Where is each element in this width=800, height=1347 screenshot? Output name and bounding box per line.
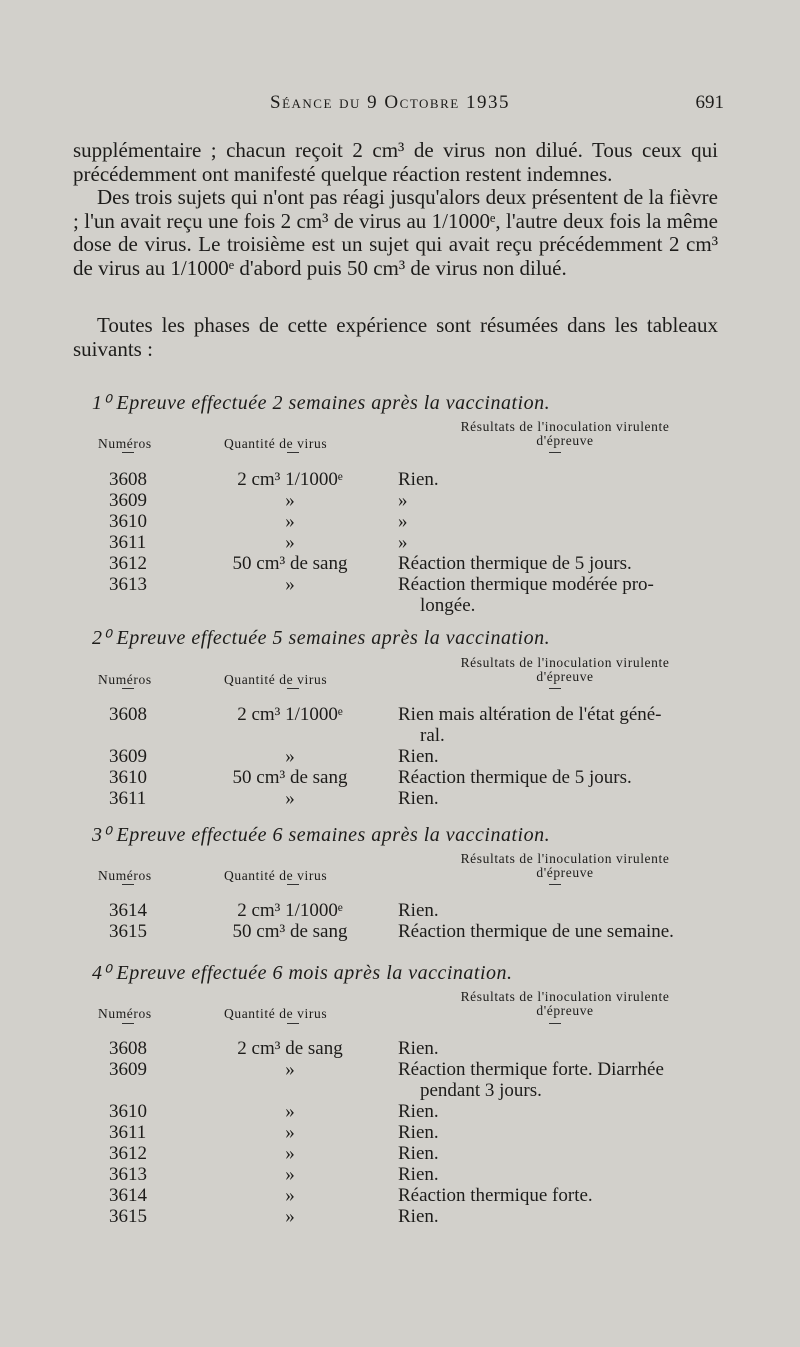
row-resultat-text: » <box>398 490 408 511</box>
row-numero: 3611 <box>109 788 147 809</box>
intro-paragraph-1: supplémentaire ; chacun reçoit 2 cm³ de virus non dilué. Tous ceux qui précédemment ont manifesté quelque réaction restent indemnes. <box>73 138 718 186</box>
row-resultat <box>398 1101 728 1122</box>
row-resultat <box>398 574 728 616</box>
table-title: 2⁰ Epreuve effectuée 5 semaines après la vaccination. <box>92 627 551 649</box>
col-resultats-header <box>405 990 725 1018</box>
row-resultat <box>398 1122 728 1143</box>
row-quantite: 2 cm³ de sang <box>237 1038 343 1059</box>
col-numeros-header: Numéros <box>98 868 152 883</box>
col-numeros-header: Numéros <box>98 1006 152 1021</box>
dash-resultats <box>549 1023 561 1024</box>
dash-quantite <box>287 688 299 689</box>
col-resultats-line2: d'épreuve <box>536 1003 594 1018</box>
row-numero: 3610 <box>109 767 147 788</box>
col-resultats-header <box>405 420 725 448</box>
row-resultat-text: Réaction thermique forte. <box>398 1185 593 1206</box>
col-quantite-header: Quantité de virus <box>224 868 328 883</box>
row-resultat <box>398 1059 728 1101</box>
col-resultats-line2: d'épreuve <box>536 669 594 684</box>
col-quantite-header: Quantité de virus <box>224 672 328 687</box>
row-resultat <box>398 767 728 788</box>
row-quantite: » <box>285 1206 295 1227</box>
dash-resultats <box>549 884 561 885</box>
row-quantite: » <box>285 574 295 595</box>
row-quantite: 2 cm³ 1/1000ᵉ <box>237 900 343 921</box>
row-quantite: » <box>285 490 295 511</box>
row-resultat-text: Réaction thermique de 5 jours. <box>398 553 632 574</box>
row-resultat-text: Rien. <box>398 1122 439 1143</box>
dash-quantite <box>287 1023 299 1024</box>
row-numero: 3611 <box>109 532 147 553</box>
row-numero: 3609 <box>109 746 147 767</box>
row-resultat-text: » <box>398 511 408 532</box>
row-resultat <box>398 490 728 511</box>
row-numero: 3613 <box>109 1164 147 1185</box>
running-header <box>0 92 800 116</box>
dash-numeros <box>122 1023 134 1024</box>
dash-resultats <box>549 452 561 453</box>
row-quantite: » <box>285 788 295 809</box>
col-resultats-line2: d'épreuve <box>536 865 594 880</box>
row-quantite: » <box>285 1185 295 1206</box>
row-resultat <box>398 1164 728 1185</box>
row-resultat <box>398 511 728 532</box>
row-resultat <box>398 553 728 574</box>
col-resultats-line1: Résultats de l'inoculation virulente <box>460 989 670 1004</box>
row-quantite: » <box>285 1101 295 1122</box>
row-numero: 3615 <box>109 1206 147 1227</box>
row-resultat <box>398 921 728 942</box>
row-quantite: » <box>285 1122 295 1143</box>
row-numero: 3610 <box>109 511 147 532</box>
dash-numeros <box>122 688 134 689</box>
row-resultat-text: Rien. <box>398 1143 439 1164</box>
row-quantite: » <box>285 511 295 532</box>
row-resultat <box>398 1185 728 1206</box>
dash-resultats <box>549 688 561 689</box>
row-resultat-text: Réaction thermique forte. Diarrhée <box>398 1059 664 1080</box>
table-title: 3⁰ Epreuve effectuée 6 semaines après la vaccination. <box>92 824 551 846</box>
col-numeros-header: Numéros <box>98 436 152 451</box>
row-numero: 3608 <box>109 704 147 725</box>
row-numero: 3609 <box>109 1059 147 1080</box>
row-quantite: 2 cm³ 1/1000ᵉ <box>237 704 343 725</box>
row-resultat-text: Rien. <box>398 1038 439 1059</box>
row-resultat-continuation: pendant 3 jours. <box>420 1080 542 1101</box>
row-quantite: 50 cm³ de sang <box>232 767 348 788</box>
intro-paragraph-2: Des trois sujets qui n'ont pas réagi jusqu'alors deux présentent de la fièvre ; l'un avait reçu une fois 2 cm³ de virus au 1/1000ᵉ, l'autre deux fois la même dose de virus. Le troisième est un sujet qui avait reçu précédemment 2 cm³ de virus au 1/1000ᵉ d'abord puis 50 cm³ de virus non dilué. <box>73 185 718 280</box>
row-resultat <box>398 532 728 553</box>
row-resultat-text: Rien. <box>398 1164 439 1185</box>
row-resultat-text: Rien. <box>398 900 439 921</box>
row-resultat-continuation: longée. <box>420 595 476 616</box>
dash-numeros <box>122 452 134 453</box>
dash-quantite <box>287 884 299 885</box>
row-resultat-text: Rien. <box>398 1206 439 1227</box>
row-resultat <box>398 1038 728 1059</box>
table-title: 1⁰ Epreuve effectuée 2 semaines après la vaccination. <box>92 392 551 414</box>
row-resultat-text: Rien. <box>398 469 439 490</box>
row-quantite: » <box>285 532 295 553</box>
intro-paragraph-3: Toutes les phases de cette expérience sont résumées dans les tableaux suivants : <box>73 313 718 361</box>
row-numero: 3610 <box>109 1101 147 1122</box>
row-resultat-text: Réaction thermique de 5 jours. <box>398 767 632 788</box>
page-number: 691 <box>695 92 724 113</box>
header-title: Séance du 9 Octobre 1935 <box>270 92 510 113</box>
col-resultats-line1: Résultats de l'inoculation virulente <box>460 419 670 434</box>
row-quantite: 2 cm³ 1/1000ᵉ <box>237 469 343 490</box>
col-resultats-line1: Résultats de l'inoculation virulente <box>460 851 670 866</box>
row-quantite: » <box>285 1164 295 1185</box>
row-quantite: » <box>285 1059 295 1080</box>
row-resultat <box>398 788 728 809</box>
dash-quantite <box>287 452 299 453</box>
row-resultat <box>398 469 728 490</box>
row-numero: 3613 <box>109 574 147 595</box>
col-resultats-header <box>405 656 725 684</box>
col-quantite-header: Quantité de virus <box>224 1006 328 1021</box>
row-resultat-text: » <box>398 532 408 553</box>
row-quantite: 50 cm³ de sang <box>232 553 348 574</box>
row-numero: 3612 <box>109 553 147 574</box>
row-resultat-continuation: ral. <box>420 725 445 746</box>
col-resultats-line2: d'épreuve <box>536 433 594 448</box>
row-numero: 3612 <box>109 1143 147 1164</box>
table-title: 4⁰ Epreuve effectuée 6 mois après la vaccination. <box>92 962 513 984</box>
row-resultat-text: Rien mais altération de l'état géné- <box>398 704 662 725</box>
row-resultat <box>398 900 728 921</box>
row-resultat-text: Rien. <box>398 1101 439 1122</box>
row-numero: 3608 <box>109 1038 147 1059</box>
row-quantite: 50 cm³ de sang <box>232 921 348 942</box>
row-resultat-text: Réaction thermique modérée pro- <box>398 574 654 595</box>
row-numero: 3609 <box>109 490 147 511</box>
row-resultat-text: Rien. <box>398 746 439 767</box>
dash-numeros <box>122 884 134 885</box>
row-resultat-text: Rien. <box>398 788 439 809</box>
col-numeros-header: Numéros <box>98 672 152 687</box>
row-quantite: » <box>285 1143 295 1164</box>
row-quantite: » <box>285 746 295 767</box>
row-numero: 3611 <box>109 1122 147 1143</box>
row-resultat <box>398 1143 728 1164</box>
row-numero: 3615 <box>109 921 147 942</box>
col-quantite-header: Quantité de virus <box>224 436 328 451</box>
row-numero: 3608 <box>109 469 147 490</box>
row-resultat-text: Réaction thermique de une semaine. <box>398 921 674 942</box>
row-numero: 3614 <box>109 1185 147 1206</box>
col-resultats-header <box>405 852 725 880</box>
col-resultats-line1: Résultats de l'inoculation virulente <box>460 655 670 670</box>
row-numero: 3614 <box>109 900 147 921</box>
row-resultat <box>398 704 728 746</box>
row-resultat <box>398 1206 728 1227</box>
row-resultat <box>398 746 728 767</box>
